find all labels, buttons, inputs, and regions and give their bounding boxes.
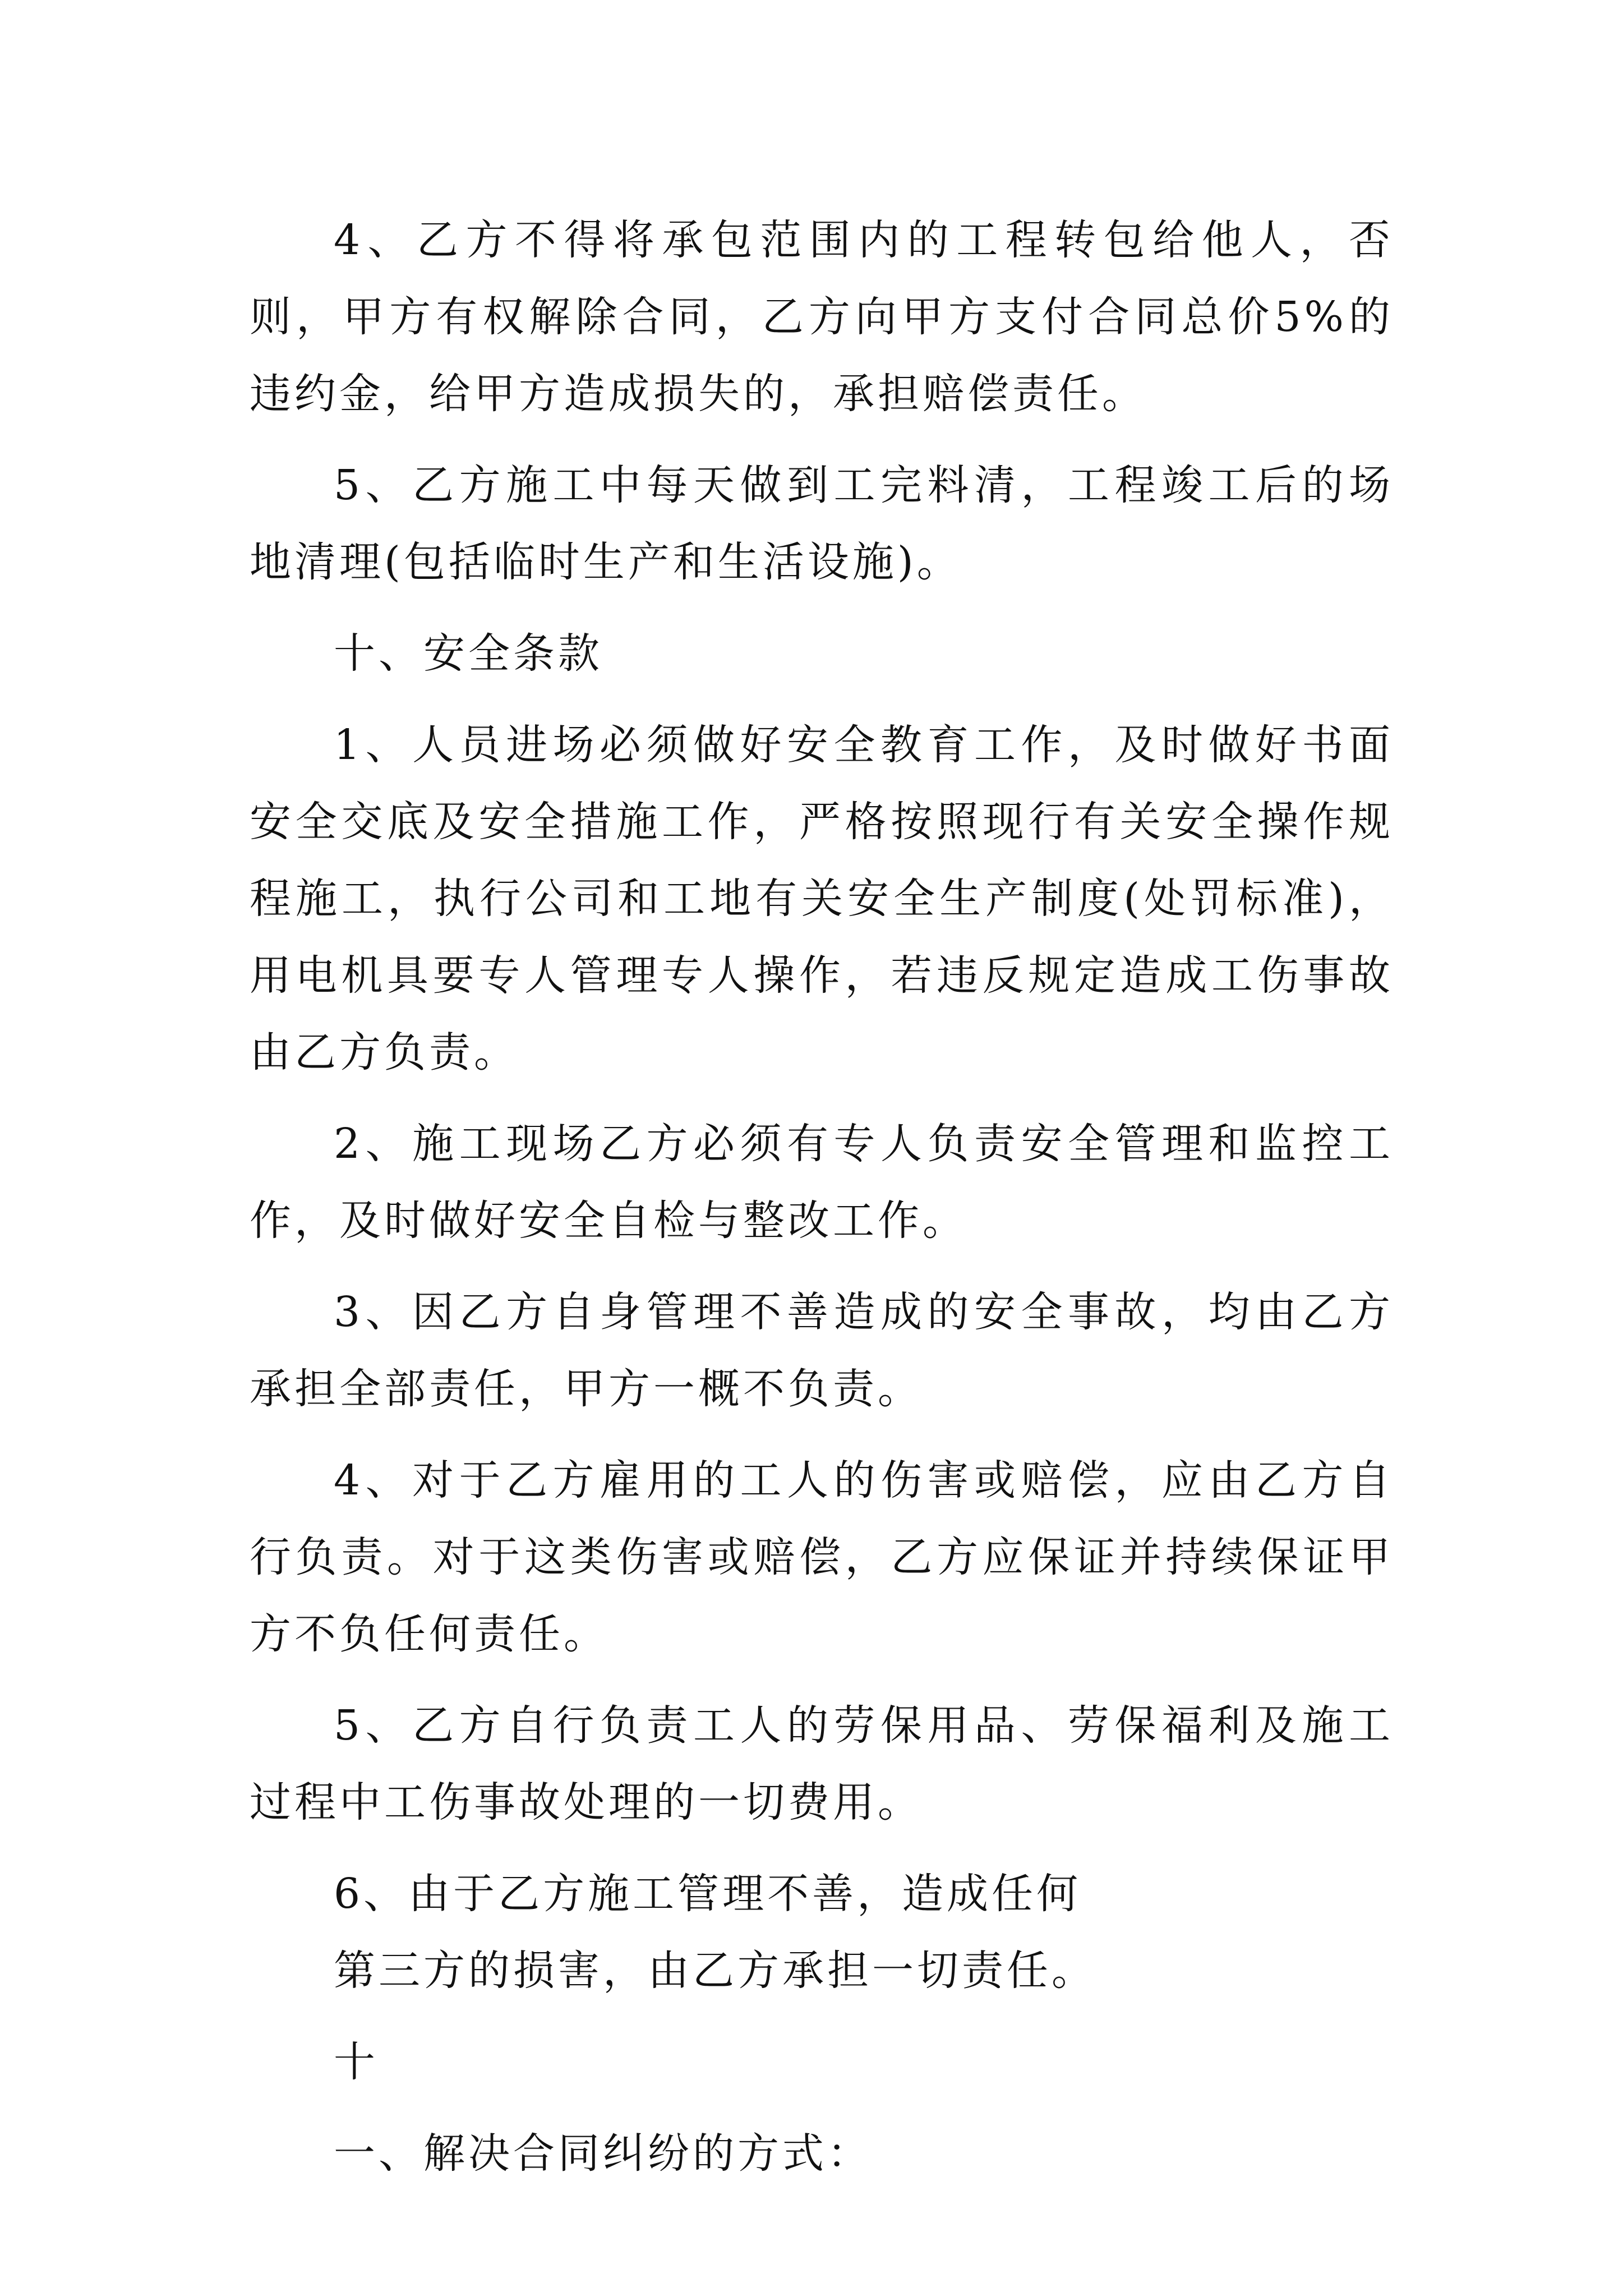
clause-5-site-cleanup: 5、乙方施工中每天做到工完料清，工程竣工后的场地清理(包括临时生产和生活设施)。 [250, 461, 1394, 586]
section-heading-dispute: 一、解决合同纠纷的方式： [334, 2129, 872, 2178]
safety-clause-1: 1、人员进场必须做好安全教育工作，及时做好书面安全交底及安全措施工作，严格按照现行有关安全操作规程施工，执行公司和工地有关安全生产制度(处罚标准)，用电机具要专人管理专人操作，若违反规定造成工伤事故由乙方负责。 [250, 721, 1394, 1076]
safety-clause-2: 2、施工现场乙方必须有专人负责安全管理和监控工作，及时做好安全自检与整改工作。 [250, 1120, 1394, 1245]
safety-clause-4: 4、对于乙方雇用的工人的伤害或赔偿，应由乙方自行负责。对于这类伤害或赔偿，乙方应保证并持续保证甲方不负任何责任。 [250, 1456, 1394, 1658]
clause-4-subcontract: 4、乙方不得将承包范围内的工程转包给他人，否则，甲方有权解除合同，乙方向甲方支付合同总价5%的违约金，给甲方造成损失的，承担赔偿责任。 [250, 216, 1394, 418]
safety-clause-6-line-2: 第三方的损害，由乙方承担一切责任。 [334, 1947, 1096, 1995]
safety-clause-6-line-1: 6、由于乙方施工管理不善，造成任何 [334, 1870, 1082, 1918]
safety-clause-3: 3、因乙方自身管理不善造成的安全事故，均由乙方承担全部责任，甲方一概不负责。 [250, 1288, 1394, 1413]
section-heading-safety: 十、安全条款 [334, 629, 603, 678]
document-body [250, 202, 1394, 2192]
safety-clause-5: 5、乙方自行负责工人的劳保用品、劳保福利及施工过程中工伤事故处理的一切费用。 [250, 1701, 1394, 1826]
section-number-fragment: 十 [334, 2038, 379, 2086]
